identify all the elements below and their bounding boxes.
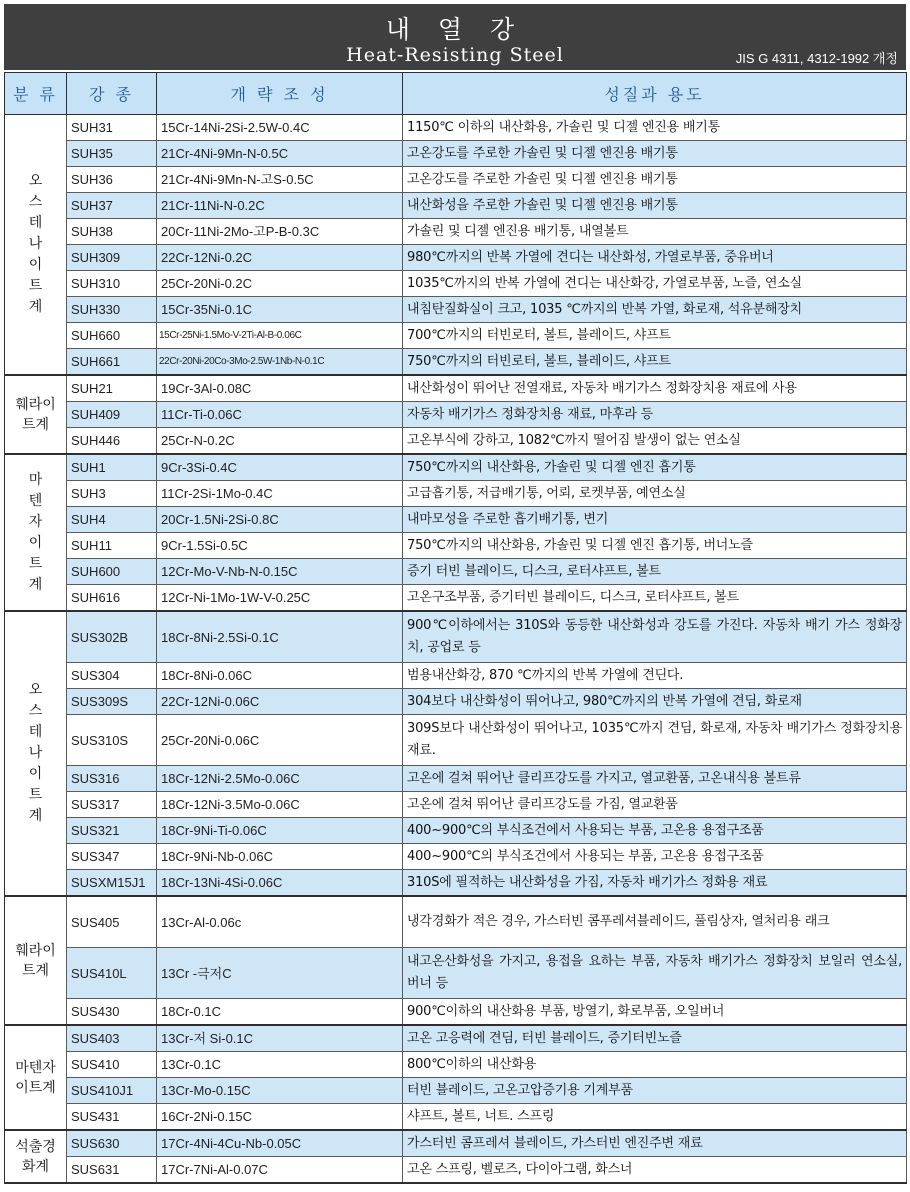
composition-cell: 18Cr-9Ni-Nb-0.06C bbox=[157, 844, 403, 870]
usage-cell: 304보다 내산화성이 뛰어나고, 980℃까지의 반복 가열에 견딤, 화로재 bbox=[403, 689, 907, 715]
composition-cell: 18Cr-8Ni-2.5Si-0.1C bbox=[157, 611, 403, 663]
composition-cell: 15Cr-35Ni-0.1C bbox=[157, 297, 403, 323]
table-row bbox=[5, 141, 907, 167]
grade-cell: SUS431 bbox=[67, 1104, 157, 1131]
usage-cell: 900℃이하의 내산화용 부품, 방열기, 화로부품, 오일버너 bbox=[403, 999, 907, 1026]
usage-cell: 내산화성이 뛰어난 전열재료, 자동차 배기가스 정화장치용 재료에 사용 bbox=[403, 375, 907, 402]
col-header-composition: 개 략 조 성 bbox=[157, 73, 403, 115]
usage-cell: 400~900℃의 부식조건에서 사용되는 부품, 고온용 용접구조품 bbox=[403, 844, 907, 870]
grade-cell: SUS410J1 bbox=[67, 1078, 157, 1104]
composition-cell: 11Cr-2Si-1Mo-0.4C bbox=[157, 481, 403, 507]
grade-cell: SUH38 bbox=[67, 219, 157, 245]
grade-cell: SUH4 bbox=[67, 507, 157, 533]
grade-cell: SUH616 bbox=[67, 585, 157, 612]
category-cell: 마 텐 자 이 트 계 bbox=[5, 454, 67, 611]
composition-cell: 15Cr-25Ni-1.5Mo-V-2Ti-Al-B-0.06C bbox=[157, 323, 403, 349]
composition-cell: 17Cr-7Ni-Al-0.07C bbox=[157, 1157, 403, 1184]
usage-cell: 내고온산화성을 가지고, 용접을 요하는 부품, 자동차 배기가스 정화장치 보일러 연소실, 버너 등 bbox=[403, 948, 907, 999]
composition-cell: 20Cr-1.5Ni-2Si-0.8C bbox=[157, 507, 403, 533]
grade-cell: SUH11 bbox=[67, 533, 157, 559]
table-row bbox=[5, 297, 907, 323]
table-row bbox=[5, 1025, 907, 1052]
title-english: Heat-Resisting Steel bbox=[346, 44, 564, 66]
table-row bbox=[5, 219, 907, 245]
usage-cell: 750℃까지의 내산화용, 가솔린 및 디젤 엔진 흡기통, 버너노즐 bbox=[403, 533, 907, 559]
grade-cell: SUH310 bbox=[67, 271, 157, 297]
composition-cell: 25Cr-20Ni-0.2C bbox=[157, 271, 403, 297]
table-row bbox=[5, 999, 907, 1026]
table-header-row bbox=[5, 73, 907, 115]
grade-cell: SUS405 bbox=[67, 896, 157, 948]
usage-cell: 가스터빈 콤프레셔 블레이드, 가스터빈 엔진주변 재료 bbox=[403, 1130, 907, 1157]
table-row bbox=[5, 766, 907, 792]
composition-cell: 18Cr-0.1C bbox=[157, 999, 403, 1026]
table-row bbox=[5, 481, 907, 507]
grade-cell: SUS321 bbox=[67, 818, 157, 844]
table-row bbox=[5, 402, 907, 428]
grade-cell: SUS630 bbox=[67, 1130, 157, 1157]
usage-cell: 900℃이하에서는 310S와 동등한 내산화성과 강도를 가진다. 자동차 배기 가스 정화장치, 공업로 등 bbox=[403, 611, 907, 663]
table-row bbox=[5, 507, 907, 533]
composition-cell: 9Cr-3Si-0.4C bbox=[157, 454, 403, 481]
composition-cell: 18Cr-8Ni-0.06C bbox=[157, 663, 403, 689]
table-row bbox=[5, 559, 907, 585]
usage-cell: 고온에 걸쳐 뛰어난 클리프강도를 가지고, 열교환품, 고온내식용 볼트류 bbox=[403, 766, 907, 792]
grade-cell: SUH37 bbox=[67, 193, 157, 219]
grade-cell: SUH3 bbox=[67, 481, 157, 507]
usage-cell: 고온강도를 주로한 가솔린 및 디젤 엔진용 배기통 bbox=[403, 167, 907, 193]
steel-table bbox=[4, 72, 907, 1184]
table-row bbox=[5, 375, 907, 402]
table-row bbox=[5, 428, 907, 455]
grade-cell: SUS410L bbox=[67, 948, 157, 999]
grade-cell: SUH35 bbox=[67, 141, 157, 167]
composition-cell: 9Cr-1.5Si-0.5C bbox=[157, 533, 403, 559]
category-cell: 마텐자 이트계 bbox=[5, 1025, 67, 1130]
usage-cell: 800℃이하의 내산화용 bbox=[403, 1052, 907, 1078]
category-cell: 오 스 테 나 이 트 계 bbox=[5, 115, 67, 376]
usage-cell: 750℃까지의 내산화용, 가솔린 및 디젤 엔진 흡기통 bbox=[403, 454, 907, 481]
grade-cell: SUS316 bbox=[67, 766, 157, 792]
usage-cell: 고온 고응력에 견딤, 터빈 블레이드, 증기터빈노즐 bbox=[403, 1025, 907, 1052]
usage-cell: 980℃까지의 반복 가열에 견디는 내산화성, 가열로부품, 중유버너 bbox=[403, 245, 907, 271]
composition-cell: 16Cr-2Ni-0.15C bbox=[157, 1104, 403, 1131]
category-cell: 석출경 화계 bbox=[5, 1130, 67, 1183]
grade-cell: SUH31 bbox=[67, 115, 157, 141]
composition-cell: 22Cr-12Ni-0.06C bbox=[157, 689, 403, 715]
composition-cell: 13Cr -극저C bbox=[157, 948, 403, 999]
composition-cell: 21Cr-4Ni-9Mn-N-0.5C bbox=[157, 141, 403, 167]
table-row bbox=[5, 167, 907, 193]
usage-cell: 750℃까지의 터빈로터, 볼트, 블레이드, 샤프트 bbox=[403, 349, 907, 376]
usage-cell: 자동차 배기가스 정화장치용 재료, 마후라 등 bbox=[403, 402, 907, 428]
usage-cell: 내산화성을 주로한 가솔린 및 디젤 엔진용 배기통 bbox=[403, 193, 907, 219]
table-row bbox=[5, 323, 907, 349]
composition-cell: 12Cr-Ni-1Mo-1W-V-0.25C bbox=[157, 585, 403, 612]
composition-cell: 21Cr-4Ni-9Mn-N-고S-0.5C bbox=[157, 167, 403, 193]
grade-cell: SUH446 bbox=[67, 428, 157, 455]
composition-cell: 11Cr-Ti-0.06C bbox=[157, 402, 403, 428]
grade-cell: SUH309 bbox=[67, 245, 157, 271]
grade-cell: SUS302B bbox=[67, 611, 157, 663]
composition-cell: 13Cr-Mo-0.15C bbox=[157, 1078, 403, 1104]
usage-cell: 내침탄질화실이 크고, 1035 ℃까지의 반복 가열, 화로재, 석유분해장치 bbox=[403, 297, 907, 323]
composition-cell: 13Cr-Al-0.06c bbox=[157, 896, 403, 948]
grade-cell: SUS304 bbox=[67, 663, 157, 689]
table-row bbox=[5, 193, 907, 219]
composition-cell: 13Cr-0.1C bbox=[157, 1052, 403, 1078]
composition-cell: 18Cr-9Ni-Ti-0.06C bbox=[157, 818, 403, 844]
table-row bbox=[5, 818, 907, 844]
table-row bbox=[5, 454, 907, 481]
table-row bbox=[5, 715, 907, 766]
grade-cell: SUS403 bbox=[67, 1025, 157, 1052]
composition-cell: 25Cr-20Ni-0.06C bbox=[157, 715, 403, 766]
usage-cell: 고온구조부품, 증기터빈 블레이드, 디스크, 로터샤프트, 볼트 bbox=[403, 585, 907, 612]
table-row bbox=[5, 1157, 907, 1184]
usage-cell: 내마모성을 주로한 흡기배기통, 변기 bbox=[403, 507, 907, 533]
table-row bbox=[5, 663, 907, 689]
composition-cell: 12Cr-Mo-V-Nb-N-0.15C bbox=[157, 559, 403, 585]
grade-cell: SUH36 bbox=[67, 167, 157, 193]
grade-cell: SUH600 bbox=[67, 559, 157, 585]
grade-cell: SUS317 bbox=[67, 792, 157, 818]
grade-cell: SUS410 bbox=[67, 1052, 157, 1078]
usage-cell: 샤프트, 볼트, 너트. 스프링 bbox=[403, 1104, 907, 1131]
grade-cell: SUH409 bbox=[67, 402, 157, 428]
table-row bbox=[5, 349, 907, 376]
table-row bbox=[5, 1078, 907, 1104]
composition-cell: 22Cr-20Ni-20Co-3Mo-2.5W-1Nb-N-0.1C bbox=[157, 349, 403, 376]
table-row bbox=[5, 948, 907, 999]
table-row bbox=[5, 792, 907, 818]
composition-cell: 15Cr-14Ni-2Si-2.5W-0.4C bbox=[157, 115, 403, 141]
table-row bbox=[5, 245, 907, 271]
grade-cell: SUS631 bbox=[67, 1157, 157, 1184]
grade-cell: SUS310S bbox=[67, 715, 157, 766]
usage-cell: 1150℃ 이하의 내산화용, 가솔린 및 디젤 엔진용 배기통 bbox=[403, 115, 907, 141]
grade-cell: SUH21 bbox=[67, 375, 157, 402]
table-body bbox=[5, 115, 907, 1184]
usage-cell: 범용내산화강, 870 ℃까지의 반복 가열에 견딘다. bbox=[403, 663, 907, 689]
grade-cell: SUS309S bbox=[67, 689, 157, 715]
composition-cell: 25Cr-N-0.2C bbox=[157, 428, 403, 455]
usage-cell: 고온에 걸쳐 뛰어난 클리프강도를 가짐, 열교환품 bbox=[403, 792, 907, 818]
composition-cell: 13Cr-저 Si-0.1C bbox=[157, 1025, 403, 1052]
category-cell: 오 스 테 나 이 트 계 bbox=[5, 611, 67, 896]
composition-cell: 18Cr-12Ni-2.5Mo-0.06C bbox=[157, 766, 403, 792]
usage-cell: 고온 스프링, 벨로즈, 다이아그램, 화스너 bbox=[403, 1157, 907, 1184]
grade-cell: SUS430 bbox=[67, 999, 157, 1026]
table-row bbox=[5, 896, 907, 948]
usage-cell: 고급흡기통, 저급배기통, 어뢰, 로켓부품, 예연소실 bbox=[403, 481, 907, 507]
table-row bbox=[5, 611, 907, 663]
usage-cell: 309S보다 내산화성이 뛰어나고, 1035℃까지 견딤, 화로재, 자동차 배기가스 정화장치용 재료. bbox=[403, 715, 907, 766]
usage-cell: 고온강도를 주로한 가솔린 및 디젤 엔진용 배기통 bbox=[403, 141, 907, 167]
page-header bbox=[4, 4, 906, 70]
usage-cell: 400~900℃의 부식조건에서 사용되는 부품, 고온용 용접구조품 bbox=[403, 818, 907, 844]
category-cell: 훼라이 트계 bbox=[5, 896, 67, 1025]
standard-label: JIS G 4311, 4312-1992 개정 bbox=[735, 51, 898, 66]
table-row bbox=[5, 689, 907, 715]
composition-cell: 22Cr-12Ni-0.2C bbox=[157, 245, 403, 271]
col-header-usage: 성질과 용도 bbox=[403, 73, 907, 115]
grade-cell: SUSXM15J1 bbox=[67, 870, 157, 897]
table-row bbox=[5, 115, 907, 141]
composition-cell: 17Cr-4Ni-4Cu-Nb-0.05C bbox=[157, 1130, 403, 1157]
grade-cell: SUH330 bbox=[67, 297, 157, 323]
col-header-grade: 강 종 bbox=[67, 73, 157, 115]
usage-cell: 냉각경화가 적은 경우, 가스터빈 콤푸레셔블레이드, 풀림상자, 열처리용 래크 bbox=[403, 896, 907, 948]
table-row bbox=[5, 844, 907, 870]
table-row bbox=[5, 271, 907, 297]
category-cell: 훼라이 트계 bbox=[5, 375, 67, 454]
composition-cell: 18Cr-12Ni-3.5Mo-0.06C bbox=[157, 792, 403, 818]
composition-cell: 21Cr-11Ni-N-0.2C bbox=[157, 193, 403, 219]
table-row bbox=[5, 1104, 907, 1131]
usage-cell: 터빈 블레이드, 고온고압증기용 기계부품 bbox=[403, 1078, 907, 1104]
col-header-category: 분 류 bbox=[5, 73, 67, 115]
usage-cell: 증기 터빈 블레이드, 디스크, 로터샤프트, 볼트 bbox=[403, 559, 907, 585]
composition-cell: 20Cr-11Ni-2Mo-고P-B-0.3C bbox=[157, 219, 403, 245]
composition-cell: 19Cr-3Al-0.08C bbox=[157, 375, 403, 402]
table-row bbox=[5, 1130, 907, 1157]
usage-cell: 310S에 필적하는 내산화성을 가짐, 자동차 배기가스 정화용 재료 bbox=[403, 870, 907, 897]
usage-cell: 700℃까지의 터빈로터, 볼트, 블레이드, 샤프트 bbox=[403, 323, 907, 349]
grade-cell: SUH660 bbox=[67, 323, 157, 349]
table-row bbox=[5, 1052, 907, 1078]
grade-cell: SUH1 bbox=[67, 454, 157, 481]
usage-cell: 가솔린 및 디젤 엔진용 배기통, 내열볼트 bbox=[403, 219, 907, 245]
table-row bbox=[5, 585, 907, 612]
table-row bbox=[5, 870, 907, 897]
usage-cell: 1035℃까지의 반복 가열에 견디는 내산화강, 가열로부품, 노즐, 연소실 bbox=[403, 271, 907, 297]
table-row bbox=[5, 533, 907, 559]
grade-cell: SUH661 bbox=[67, 349, 157, 376]
composition-cell: 18Cr-13Ni-4Si-0.06C bbox=[157, 870, 403, 897]
title-korean: 내 열 강 bbox=[385, 15, 525, 44]
grade-cell: SUS347 bbox=[67, 844, 157, 870]
usage-cell: 고온부식에 강하고, 1082℃까지 떨어짐 발생이 없는 연소실 bbox=[403, 428, 907, 455]
